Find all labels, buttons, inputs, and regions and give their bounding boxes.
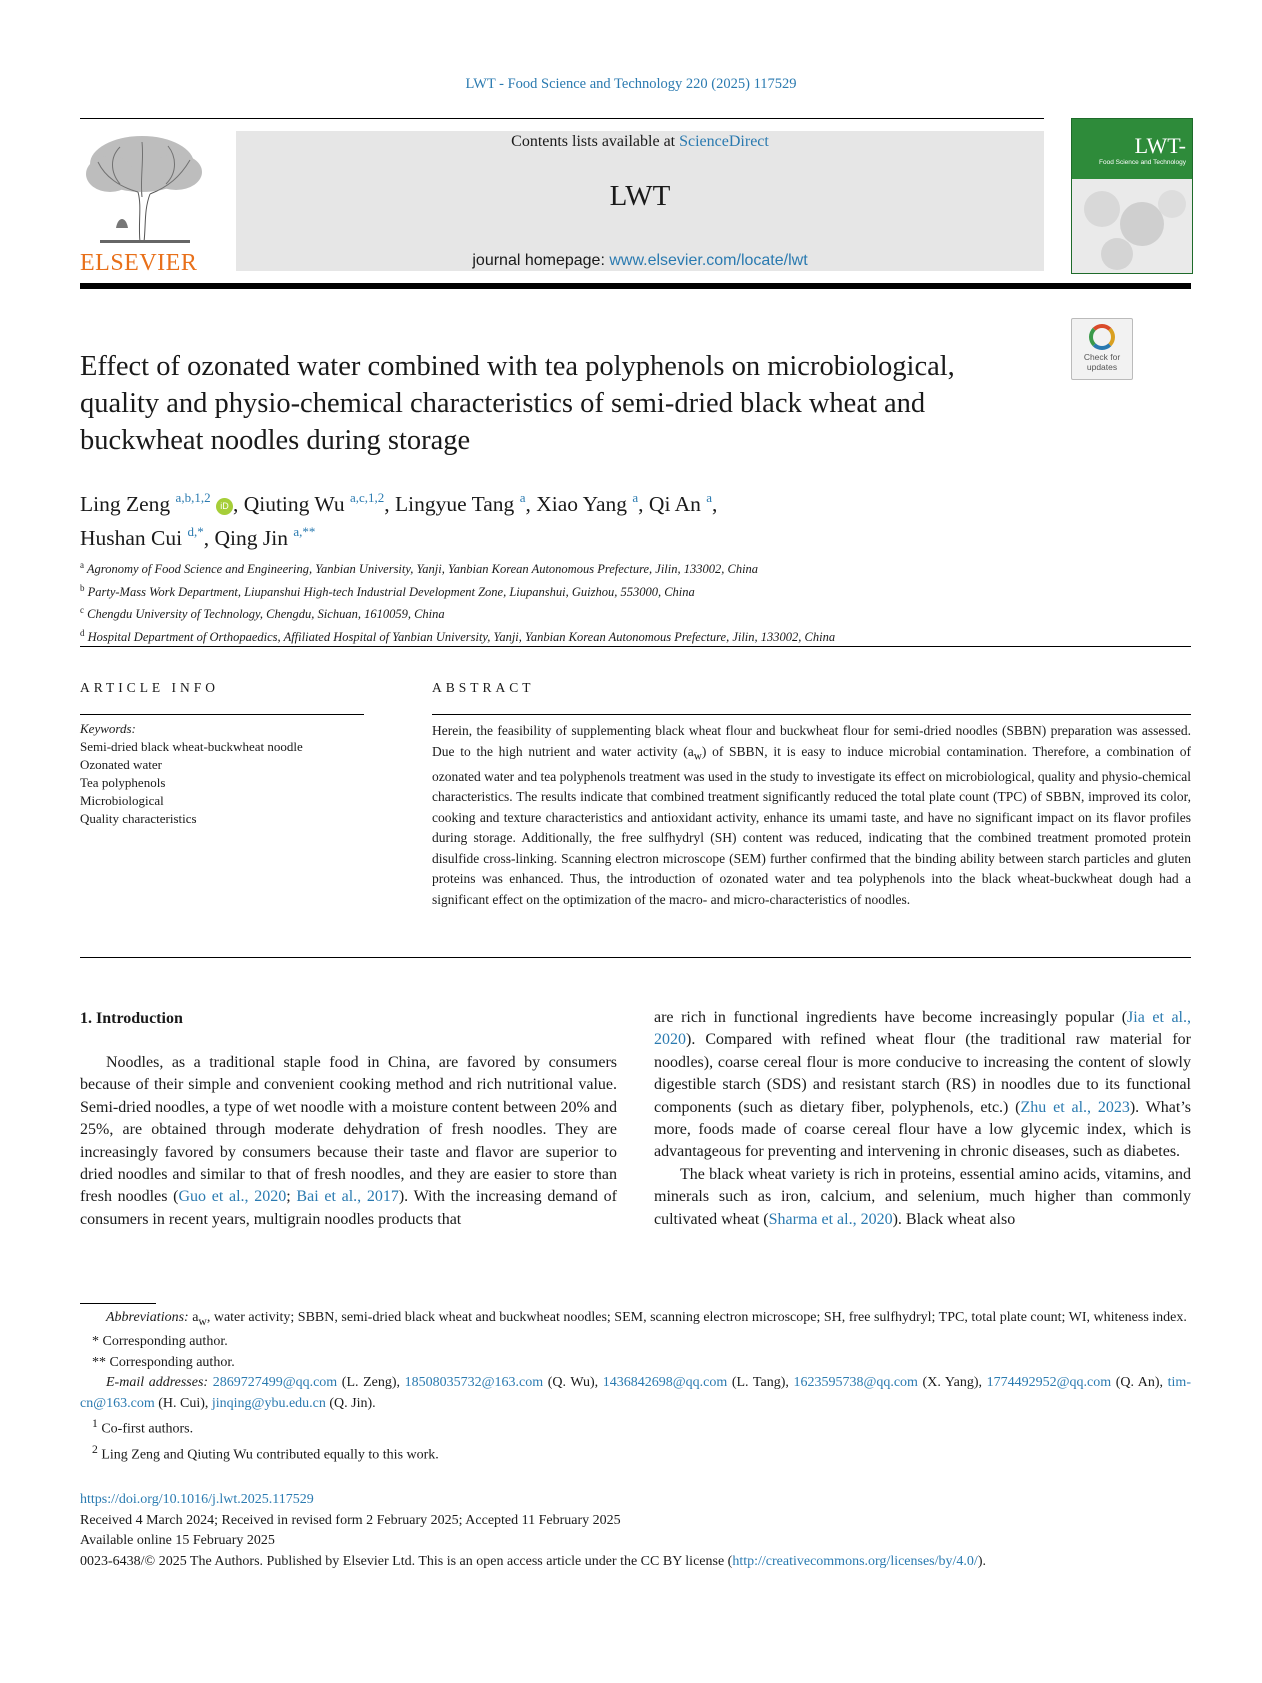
- footnote-subscript: w: [198, 1314, 207, 1328]
- check-for-updates-button[interactable]: [1071, 318, 1133, 380]
- homepage-link[interactable]: www.elsevier.com/locate/lwt: [609, 252, 808, 269]
- author-name[interactable]: Hushan Cui: [80, 526, 183, 550]
- publication-info: [80, 1490, 1191, 1572]
- author-list: Ling Zeng $^{a,b,1,2}$ iD , Qiuting Wu $^{a,c,1,2}$, Lingyue Tang $^a$, Xiao Yang $^a$, Qi An $^a$, Hushan Cui $^{d,*}$, Qing Jin $^{a,**}$: [80, 490, 718, 550]
- paragraph-text: ). What’s more, foods made of coarse cereal flour have a low glycemic index, which is advantageous for preventing and intervening in chronic diseases, such as diabetes.: [654, 1098, 1192, 1161]
- email-footnote: [80, 1373, 1191, 1414]
- affiliation-text: Party-Mass Work Department, Liupanshui High-tech Industrial Development Zone, Liupanshui, Guizhou, 553000, China: [87, 584, 695, 599]
- email-owner: (Q. An),: [1111, 1375, 1168, 1391]
- orcid-icon[interactable]: iD: [216, 498, 233, 515]
- keyword-item: Semi-dried black wheat-buckwheat noodle: [80, 739, 303, 754]
- abstract-text: [432, 721, 1191, 910]
- keyword-item: Quality characteristics: [80, 811, 197, 826]
- email-link[interactable]: 1436842698@qq.com: [602, 1375, 728, 1391]
- abbreviations-label: Abbreviations:: [106, 1310, 189, 1325]
- homepage-line: [236, 252, 1044, 270]
- header-rule: [80, 118, 1044, 119]
- author-name[interactable]: Xiao Yang: [536, 492, 628, 516]
- paragraph-text: are rich in functional ingredients have become increasingly popular (: [654, 1009, 1128, 1026]
- abstract-subscript: w: [693, 750, 702, 763]
- keyword-item: Ozonated water: [80, 757, 162, 772]
- citation-separator: ;: [286, 1188, 297, 1206]
- keywords-block: [80, 720, 370, 828]
- affiliation-item: [80, 601, 1180, 624]
- cover-image: [1072, 179, 1192, 273]
- cover-subtitle: Food Science and Technology: [1099, 159, 1186, 166]
- check-updates-icon: [1089, 324, 1115, 350]
- paragraph: [654, 1007, 1191, 1164]
- author-affiliation-mark[interactable]: a: [706, 490, 713, 505]
- article-info-heading: ARTICLE INFO: [80, 680, 220, 695]
- license-line: [80, 1552, 1191, 1573]
- co-first-footnote: [80, 1414, 1191, 1440]
- paragraph: [654, 1164, 1191, 1231]
- email-owner: (Q. Wu),: [543, 1375, 603, 1391]
- corresponding-author-note: * Corresponding author.: [92, 1334, 228, 1350]
- contents-line: [236, 133, 1044, 151]
- keyword-item: Tea polyphenols: [80, 775, 166, 790]
- article-info-rule: [80, 714, 364, 715]
- footnote-text: a: [188, 1310, 199, 1325]
- email-label: E-mail addresses:: [106, 1375, 209, 1391]
- author-affiliation-mark[interactable]: a: [632, 490, 639, 505]
- author-name[interactable]: Ling Zeng: [80, 492, 171, 516]
- email-owner: (Q. Jin).: [325, 1395, 376, 1411]
- affiliation-text: Hospital Department of Orthopaedics, Affiliated Hospital of Yanbian University, Yanji, Yanbian Korean Autonomous Prefecture, Jilin, 133002, China: [87, 630, 836, 645]
- paragraph-text: ). With the increasing demand of consumers in recent years, multigrain noodles products that: [80, 1188, 618, 1228]
- abstract-part: ) of SBBN, it is easy to induce microbial contamination. Therefore, a combination of ozonated water and tea polyphenols treatment was used in the study to investigate its effect on microbiological, quality and physio-chemical characteristics. The results indicate that combined treatment significantly reduced the total plate count (TPC) of SBBN, improved its color, cooking and texture characteristics and antioxidant activity, enhance its umami taste, and have no significant impact on its flavor profiles during storage. Additionally, the free sulfhydryl (SH) content was reduced, indicating that the combined treatment promoted protein disulfide cross-linking. Scanning electron microscope (SEM) further confirmed that the binding ability between starch particles and gluten proteins was enhanced. Thus, the introduction of ozonated water and tea polyphenols into the black wheat-buckwheat dough had a significant effect on the optimization of the macro- and micro-characteristics of noodles.: [432, 743, 1192, 907]
- cover-title: LWT-: [1134, 133, 1186, 158]
- affiliation-item: [80, 556, 1180, 579]
- abstract-part: Herein, the feasibility of supplementing black wheat flour and buckwheat flour for semi-dried noodles (SBBN) preparation was assessed. Due to the high nutrient and water activity (a: [432, 723, 1191, 759]
- author-affiliation-mark[interactable]: d,*: [187, 524, 204, 539]
- affiliation-mark: b: [80, 582, 85, 593]
- affiliation-mark: d: [80, 627, 85, 638]
- paragraph-text: Noodles, as a traditional staple food in China, are favored by consumers because of their simple and convenient cooking method and rich nutritional value. Semi-dried noodles, a type of wet noodle with a moisture content between 20% and 25%, are obtained through moderate dehydration of fresh noodles. They are increasingly favored by consumers because their taste and flavor are superior to dried noodles and similar to that of fresh noodles, and they are easier to store than fresh noodles (: [80, 1054, 617, 1206]
- email-owner: (L. Zeng),: [337, 1375, 405, 1391]
- doi-link[interactable]: https://doi.org/10.1016/j.lwt.2025.117529: [80, 1492, 314, 1507]
- elsevier-logo-text[interactable]: ELSEVIER: [80, 250, 198, 276]
- affiliation-text: Chengdu University of Technology, Chengdu, Sichuan, 1610059, China: [87, 607, 445, 622]
- email-link[interactable]: 2869727499@qq.com: [212, 1375, 338, 1391]
- email-link[interactable]: tim-cn@163.com: [80, 1375, 1191, 1411]
- author-name[interactable]: Qiuting Wu: [243, 492, 345, 516]
- paragraph: [80, 1052, 617, 1231]
- email-link[interactable]: 1623595738@qq.com: [793, 1375, 918, 1391]
- license-link[interactable]: http://creativecommons.org/licenses/by/4.0/: [732, 1553, 978, 1569]
- affiliation-item: [80, 579, 1180, 602]
- affiliation-text: Agronomy of Food Science and Engineering, Yanbian University, Yanji, Yanbian Korean Autonomous Prefecture, Jilin, 133002, China: [86, 562, 759, 577]
- keyword-item: Microbiological: [80, 793, 164, 808]
- author-name[interactable]: Lingyue Tang: [395, 492, 515, 516]
- journal-reference[interactable]: LWT - Food Science and Technology 220 (2025) 117529: [465, 76, 797, 92]
- citation-link[interactable]: Zhu et al., 2023: [1020, 1098, 1130, 1116]
- body-column-right: [654, 1007, 1191, 1231]
- header-thick-rule: [80, 283, 1191, 289]
- citation-link[interactable]: Jia et al., 2020: [654, 1009, 1191, 1049]
- abstract-end-rule: [80, 957, 1191, 958]
- keywords-label: Keywords:: [80, 721, 136, 736]
- article-title: Effect of ozonated water combined with tea polyphenols on microbiological, quality and physio-chemical characteristics of semi-dried black wheat and buckwheat noodles during storage: [80, 351, 955, 456]
- paragraph-text: The black wheat variety is rich in proteins, essential amino acids, vitamins, and minerals such as iron, calcium, and selenium, much higher than commonly cultivated wheat (: [654, 1165, 1191, 1228]
- footnote-text: , water activity; SBBN, semi-dried black wheat and buckwheat noodles; SEM, scanning electron microscope; SH, free sulfhydryl; TPC, total plate count; WI, whiteness index.: [206, 1310, 1187, 1325]
- footnotes: [80, 1308, 1191, 1467]
- author-name[interactable]: Qi An: [648, 492, 701, 516]
- received-dates: Received 4 March 2024; Received in revised form 2 February 2025; Accepted 11 February 2025: [80, 1512, 621, 1528]
- paragraph-text: ). Compared with refined wheat flour (the traditional raw material for noodles), coarse cereal flour is more conducive to increasing the content of slowly digestible starch (SDS) and resistant starch (RS) in noodles due to its functional components (such as dietary fiber, polyphenols, etc.) (: [654, 1031, 1191, 1116]
- equal-contribution-footnote: [80, 1440, 1191, 1466]
- footnote-rule: [80, 1303, 156, 1304]
- citation-link[interactable]: Guo et al., 2020: [178, 1188, 287, 1206]
- footnote-text: Ling Zeng and Qiuting Wu contributed equally to this work.: [101, 1448, 439, 1464]
- affiliation-item: [80, 624, 1180, 647]
- corresponding-author-note: ** Corresponding author.: [92, 1354, 235, 1370]
- email-link[interactable]: jinqing@ybu.edu.cn: [211, 1395, 326, 1411]
- body-column-left: [80, 1052, 617, 1231]
- author-name[interactable]: Qing Jin: [214, 526, 288, 550]
- introduction-heading: 1. Introduction: [80, 1010, 183, 1027]
- available-online: Available online 15 February 2025: [80, 1533, 275, 1548]
- email-owner: (L. Tang),: [727, 1375, 794, 1391]
- citation-link[interactable]: Bai et al., 2017: [296, 1188, 399, 1206]
- abstract-heading: ABSTRACT: [432, 680, 535, 695]
- email-link[interactable]: 18508035732@163.com: [404, 1375, 544, 1391]
- abbreviations-footnote: [80, 1308, 1191, 1332]
- citation-link[interactable]: Sharma et al., 2020: [768, 1210, 893, 1228]
- email-link[interactable]: 1774492952@qq.com: [986, 1375, 1112, 1391]
- affiliation-mark: a: [80, 560, 84, 570]
- email-owner: (H. Cui),: [154, 1395, 212, 1411]
- abstract-rule: [432, 714, 1191, 715]
- author-affiliation-mark[interactable]: a,b,1,2: [175, 490, 211, 505]
- check-updates-label: Check for updates: [1083, 352, 1121, 372]
- author-affiliation-mark[interactable]: a: [519, 490, 526, 505]
- affiliation-mark: c: [80, 605, 84, 616]
- affiliation-rule: [80, 646, 1191, 647]
- journal-name: LWT: [609, 180, 671, 212]
- footnote-mark: 2: [92, 1443, 98, 1457]
- license-text: 0023-6438/© 2025 The Authors. Published by Elsevier Ltd. This is an open access article under the CC BY license (: [80, 1553, 733, 1569]
- homepage-prefix: journal homepage:: [472, 252, 610, 269]
- contents-prefix: Contents lists available at: [511, 133, 680, 150]
- license-text: ).: [977, 1553, 986, 1569]
- affiliations: [80, 556, 1180, 647]
- author-affiliation-mark[interactable]: a,**: [293, 524, 316, 539]
- paragraph-text: ). Black wheat also: [892, 1210, 1016, 1228]
- author-affiliation-mark[interactable]: a,c,1,2: [349, 490, 385, 505]
- footnote-text: Co-first authors.: [101, 1421, 194, 1437]
- email-owner: (X. Yang),: [917, 1375, 987, 1391]
- sciencedirect-link[interactable]: ScienceDirect: [679, 133, 769, 150]
- journal-cover[interactable]: [1071, 118, 1193, 274]
- footnote-mark: 1: [92, 1417, 98, 1431]
